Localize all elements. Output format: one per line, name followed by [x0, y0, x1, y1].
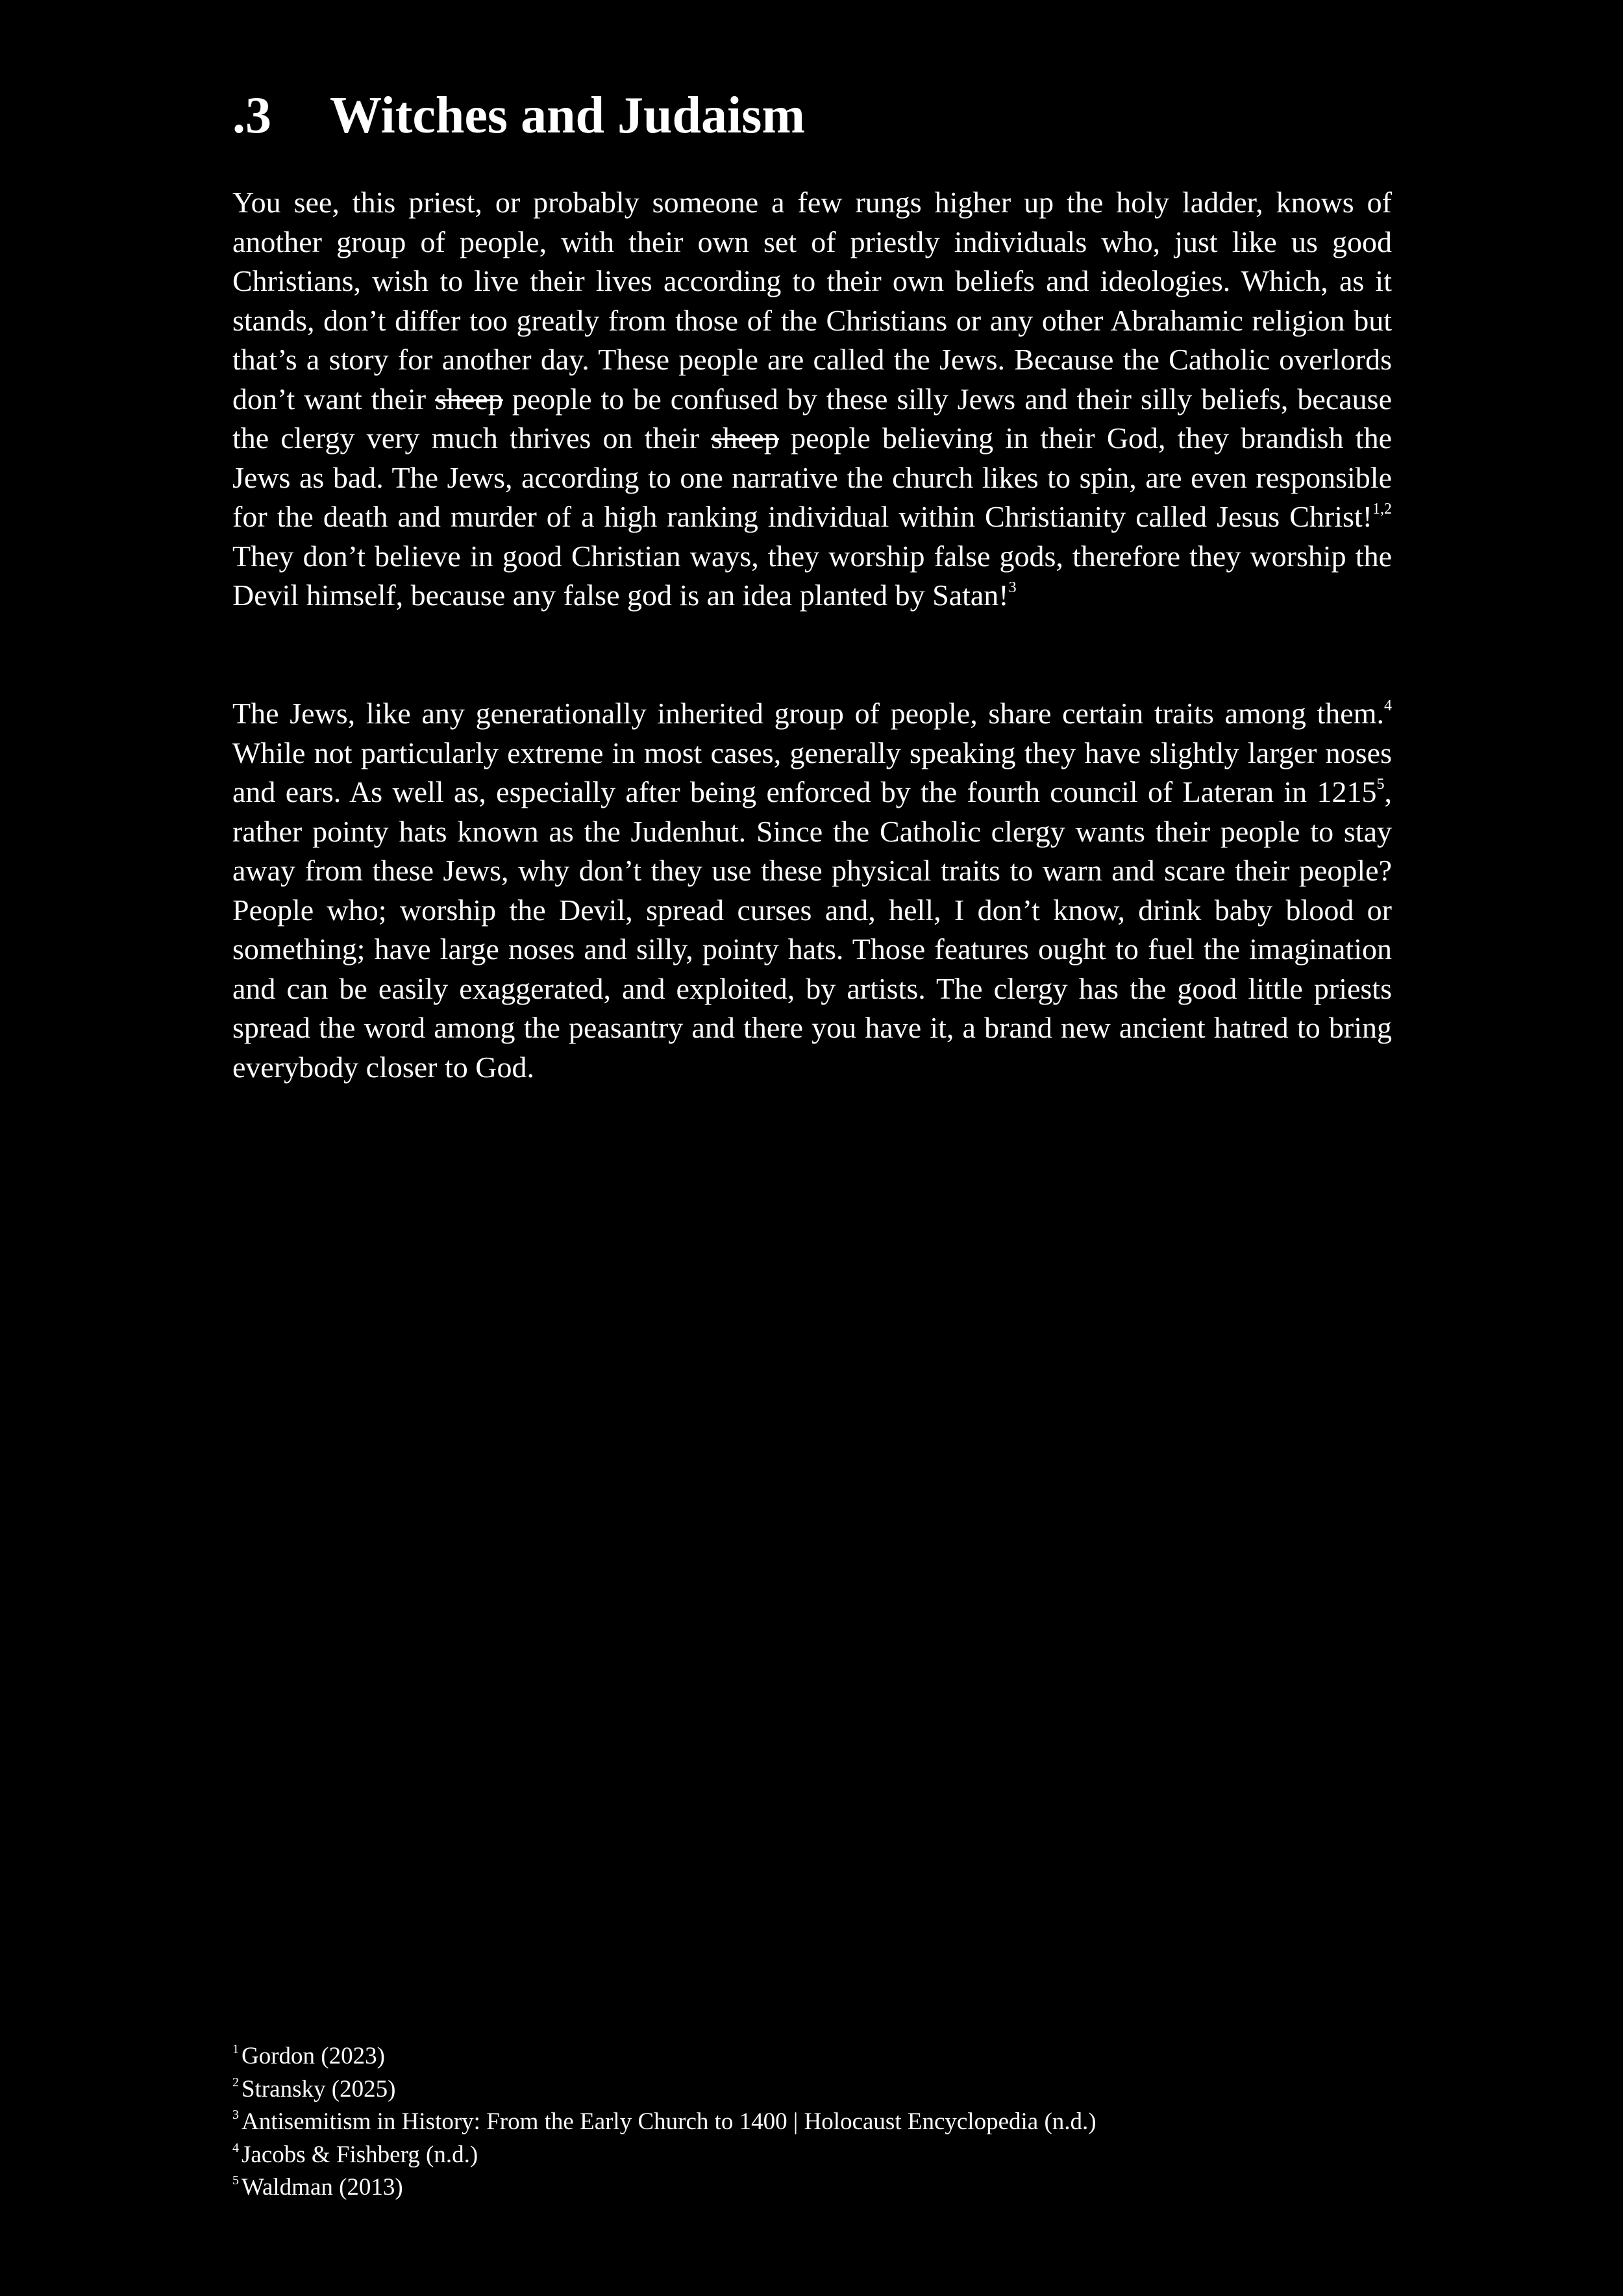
footnote-text: Stransky (2025)	[242, 2075, 396, 2103]
paragraph-text: While not particularly extreme in most cases, generally speaking they have slightly larger noses and ears. As well as, especially after being enforced by the fourth council of Lateran in 1215	[232, 736, 1392, 808]
body-paragraph-2	[232, 694, 1392, 1087]
footnote-reference[interactable]: 4	[1384, 697, 1392, 714]
section-heading	[232, 83, 805, 148]
paragraph-text: They don’t believe in good Christian ways, they worship false gods, therefore they worship the Devil himself, because any false god is an idea planted by Satan!	[232, 539, 1392, 612]
footnotes-list	[232, 2040, 1392, 2204]
paragraph-text: people to be confused by these silly Jews and their silly beliefs, because the clergy very much thrives on their	[232, 382, 1393, 455]
paragraph-text: , rather pointy hats known as the Judenhut. Since the Catholic clergy wants their people to stay away from these Jews, why don’t they use these physical traits to warn and scare their people? People who; worship the Devil, spread curses and, hell, I don’t know, drink baby blood or something; have large noses and silly, pointy hats. Those features ought to fuel the imagination and can be easily exaggerated, and exploited, by artists. The clergy has the good little priests spread the word among the peasantry and there you have it, a brand new ancient hatred to bring everybody closer to God.	[232, 775, 1392, 1084]
footnote-number: 1	[232, 2042, 239, 2056]
footnote-text: Waldman (2013)	[242, 2174, 403, 2201]
footnote-item	[232, 2106, 1392, 2139]
footnote-item	[232, 2171, 1392, 2204]
footnote-item	[232, 2139, 1392, 2172]
footnote-item	[232, 2040, 1392, 2073]
footnote-number: 2	[232, 2075, 239, 2090]
footnote-number: 5	[232, 2173, 239, 2188]
struck-word: sheep	[711, 421, 779, 455]
footnote-reference[interactable]: 1,2	[1372, 501, 1392, 518]
footnote-reference[interactable]: 5	[1376, 776, 1385, 793]
paragraph-text: You see, this priest, or probably someone a few rungs higher up the holy ladder, knows of another group of people, with their own set of priestly individuals who, just like us good Christians, wish to live their lives according to their own beliefs and ideologies. Which, as it stands, don’t differ too greatly from those of the Christians or any other Abrahamic religion but that’s a story for another day. These people are called the Jews. Because the Catholic overlords don’t want their	[232, 186, 1392, 416]
footnote-reference[interactable]: 3	[1008, 579, 1017, 596]
footnote-item	[232, 2073, 1392, 2106]
document-page	[232, 0, 1392, 2296]
paragraph-text: people believing in their God, they brandish the Jews as bad. The Jews, according to one narrative the church likes to spin, are even responsible for the death and murder of a high ranking individual within Christianity called Jesus Christ!	[232, 421, 1392, 533]
paragraph-text: The Jews, like any generationally inherited group of people, share certain traits among them.	[232, 697, 1384, 730]
footnote-number: 3	[232, 2108, 239, 2122]
footnote-text: Gordon (2023)	[242, 2043, 385, 2069]
struck-word: sheep	[435, 382, 503, 416]
section-title: Witches and Judaism	[330, 87, 806, 144]
footnote-number: 4	[232, 2140, 239, 2155]
section-number: .3	[232, 87, 271, 144]
footnote-text: Jacobs & Fishberg (n.d.)	[242, 2141, 478, 2168]
footnote-text: Antisemitism in History: From the Early Church to 1400 | Holocaust Encyclopedia (n.d.)	[242, 2108, 1096, 2135]
body-paragraph-1	[232, 183, 1392, 616]
